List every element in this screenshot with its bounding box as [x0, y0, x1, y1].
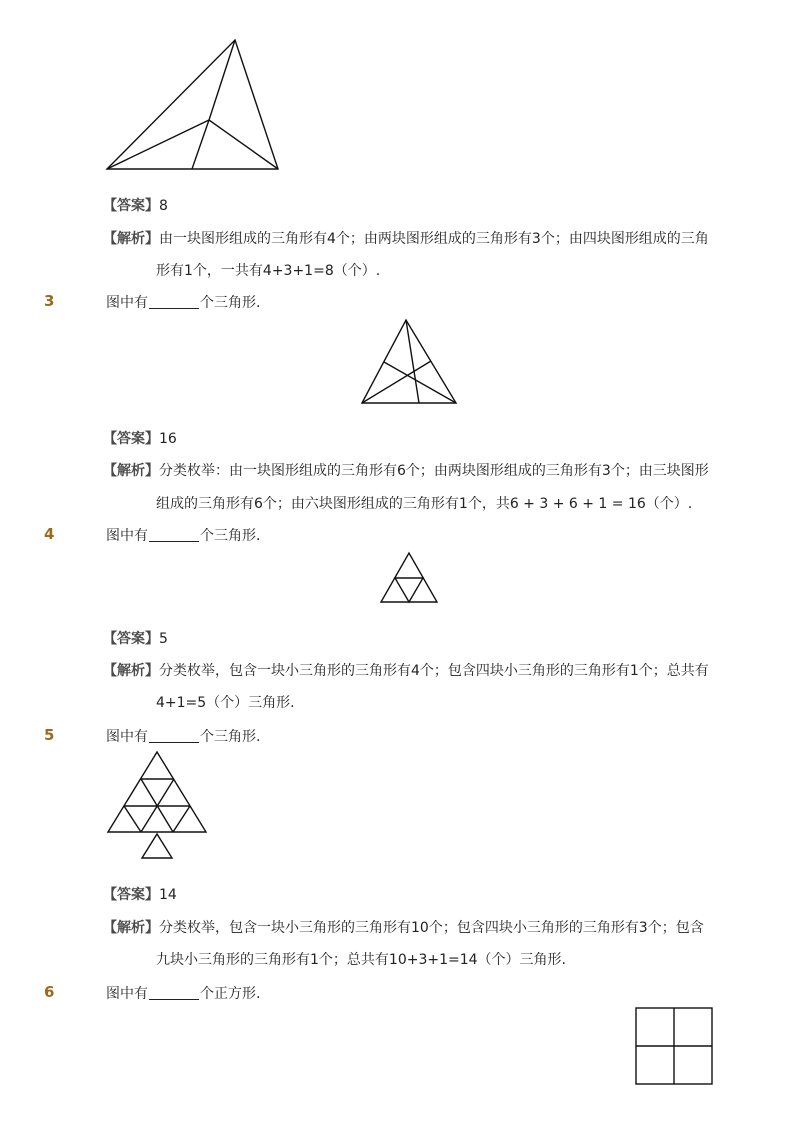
analysis-line-continued: 4+1=5（个）三角形.	[156, 695, 295, 711]
analysis-tag: 【解析】	[103, 920, 159, 936]
analysis-line-continued: 九块小三角形的三角形有1个；总共有10+3+1=14（个）三角形.	[156, 952, 566, 968]
analysis-text: 分类枚举：由一块图形组成的三角形有6个；由两块图形组成的三角形有3个；由三块图形	[159, 463, 709, 479]
analysis-tag: 【解析】	[103, 463, 159, 479]
answer-tag: 【答案】	[103, 198, 159, 214]
question-number: 3	[44, 292, 55, 310]
analysis-text: 由一块图形组成的三角形有4个；由两块图形组成的三角形有3个；由四块图形组成的三角	[159, 231, 709, 247]
stem-text: 个三角形.	[200, 528, 261, 544]
analysis-line-continued: 组成的三角形有6个；由六块图形组成的三角形有1个，共6 + 3 + 6 + 1 = 16（个）.	[156, 496, 693, 512]
answer-tag: 【答案】	[103, 431, 159, 447]
stem-text: 个三角形.	[200, 295, 261, 311]
answer-value: 16	[159, 431, 177, 447]
answer-value: 5	[159, 631, 168, 647]
stem-text: 个三角形.	[200, 729, 261, 745]
stem-text: 个正方形.	[200, 986, 261, 1002]
analysis-text: 分类枚举，包含一块小三角形的三角形有10个；包含四块小三角形的三角形有3个；包含	[159, 920, 704, 936]
stem-text: 图中有	[106, 528, 148, 544]
stem-text: 图中有	[106, 986, 148, 1002]
stem-text: 图中有	[106, 729, 148, 745]
question-number: 5	[44, 726, 55, 744]
answer-value: 8	[159, 198, 168, 214]
analysis-tag: 【解析】	[103, 663, 159, 679]
answer-tag: 【答案】	[103, 887, 159, 903]
question-number: 4	[44, 525, 55, 543]
stem-text: 图中有	[106, 295, 148, 311]
question-number: 6	[44, 983, 55, 1001]
answer-tag: 【答案】	[103, 631, 159, 647]
analysis-tag: 【解析】	[103, 231, 159, 247]
analysis-text: 分类枚举，包含一块小三角形的三角形有4个；包含四块小三角形的三角形有1个；总共有	[159, 663, 709, 679]
analysis-line-continued: 形有1个，一共有4+3+1=8（个）.	[156, 263, 381, 279]
answer-value: 14	[159, 887, 177, 903]
